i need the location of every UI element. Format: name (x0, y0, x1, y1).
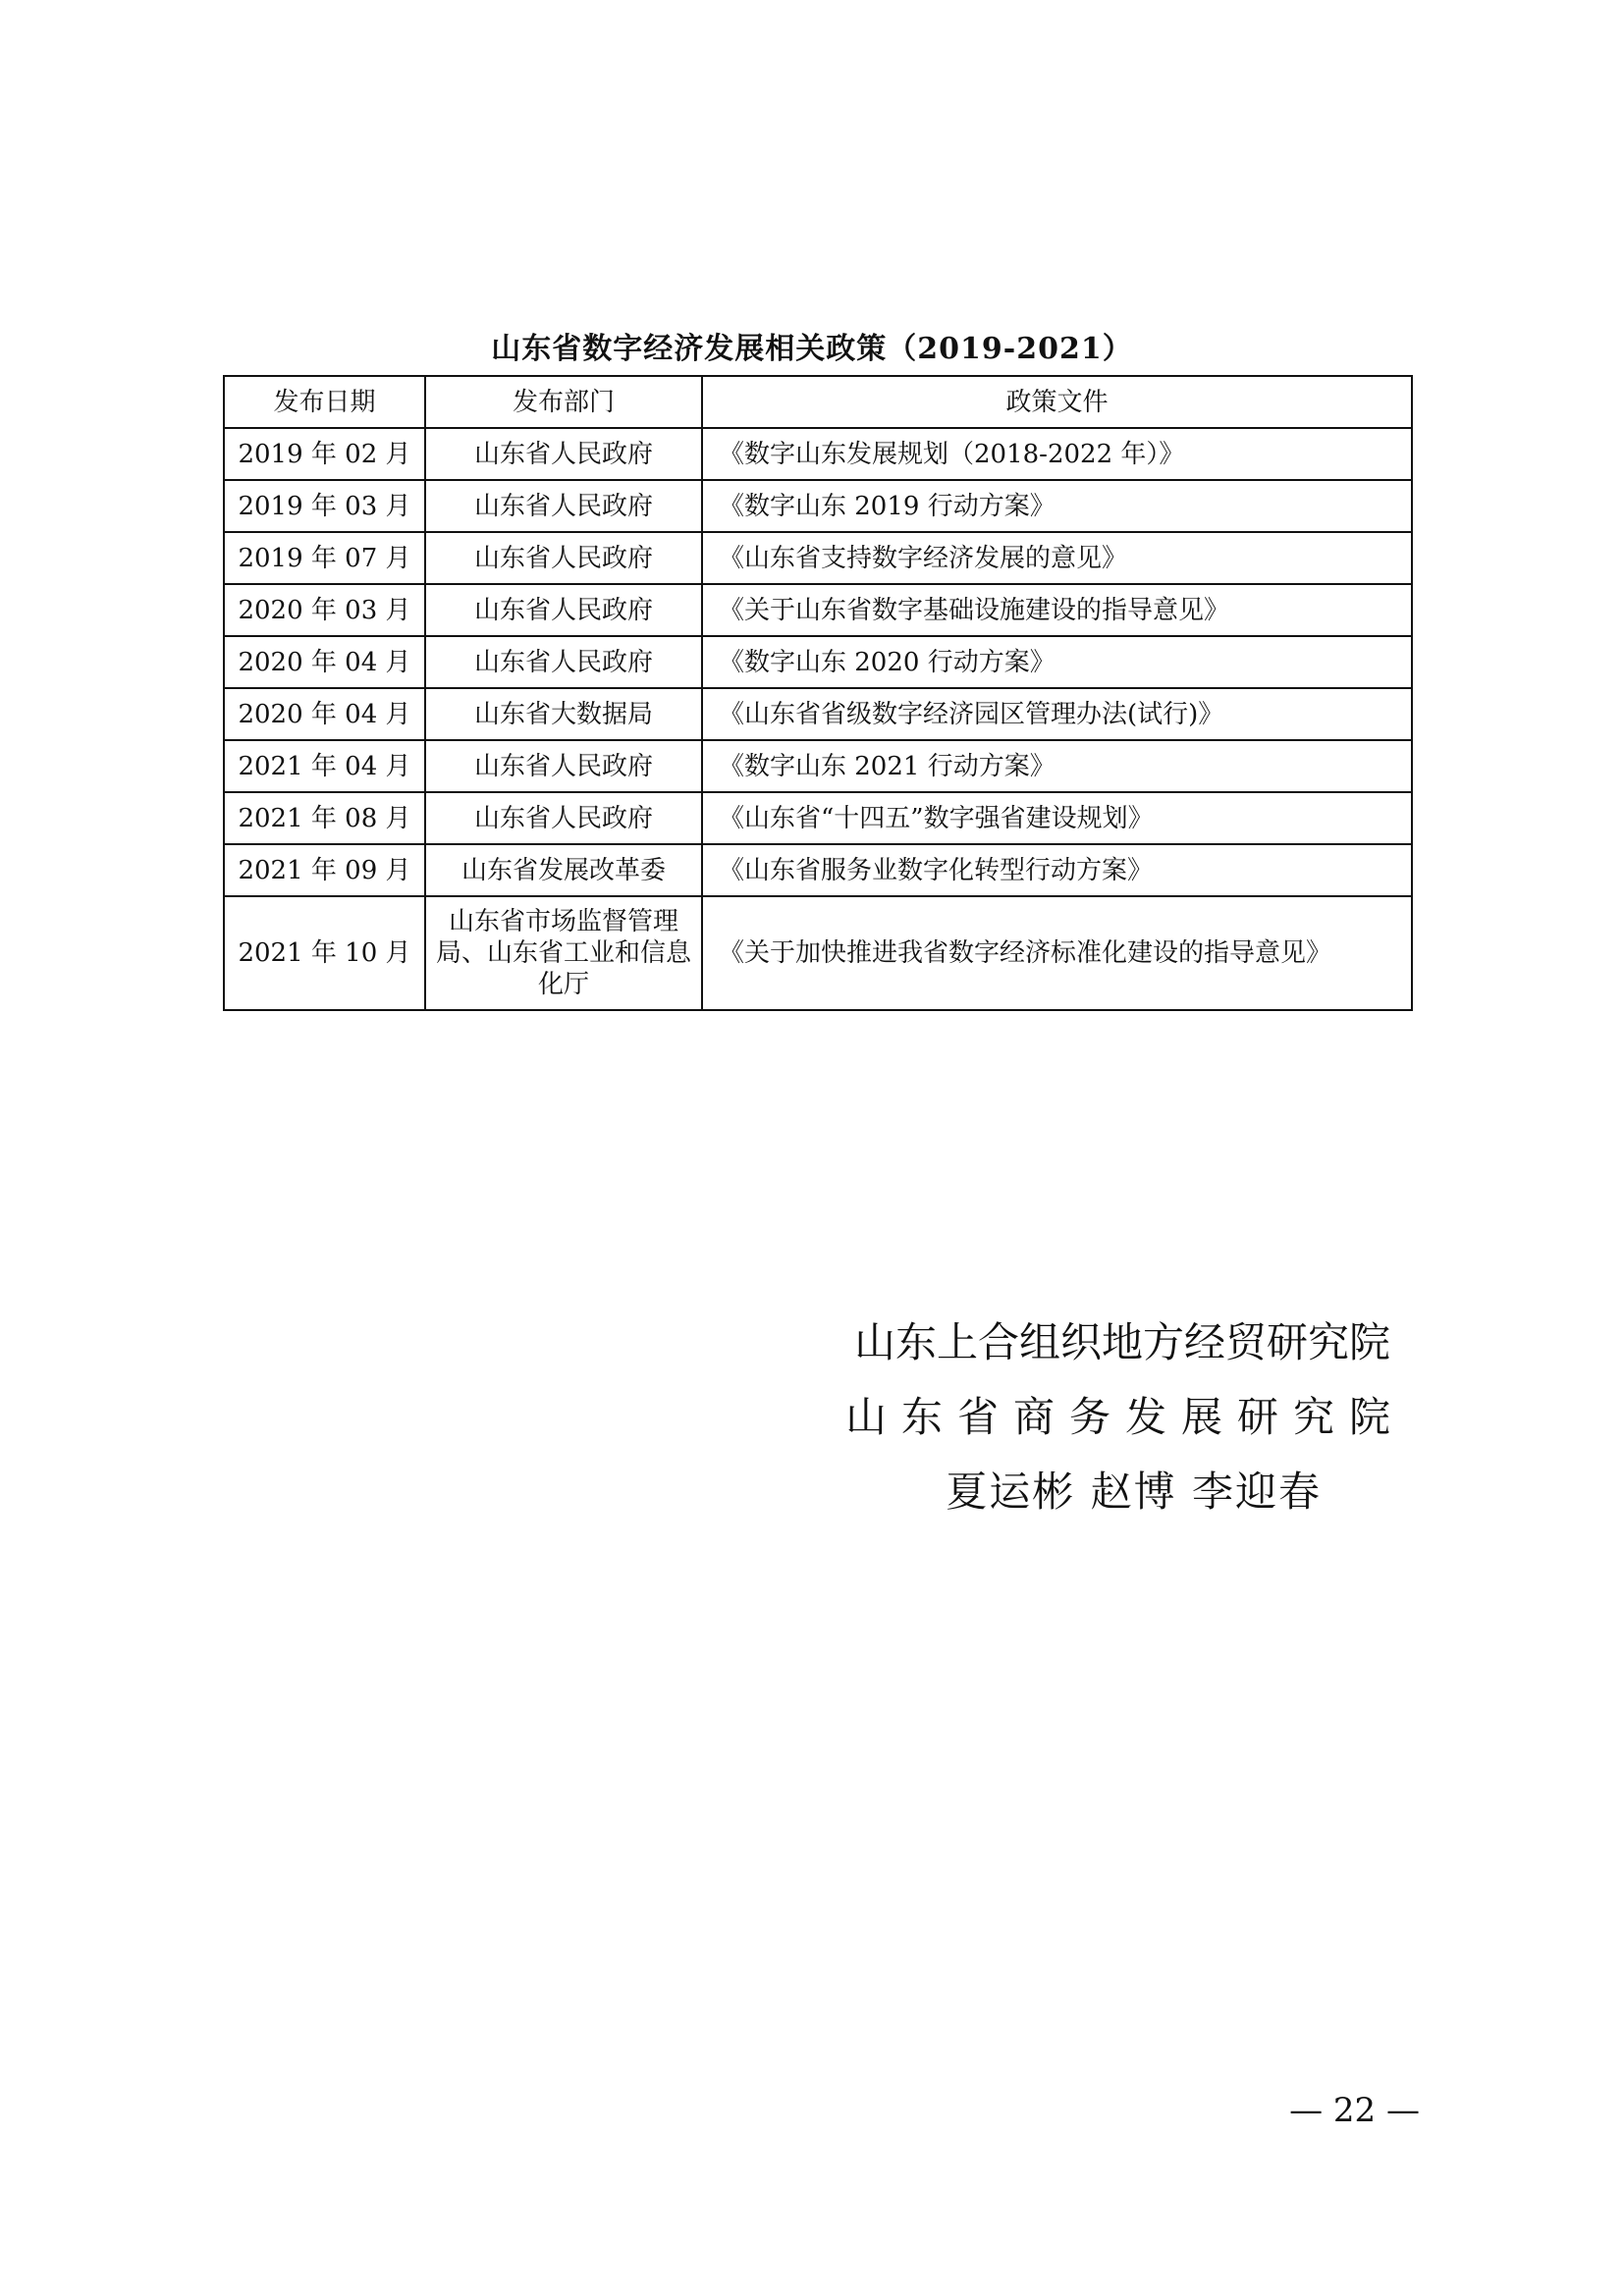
cell-document: 《山东省“十四五”数字强省建设规划》 (702, 792, 1412, 844)
table-row (224, 688, 1412, 740)
table-row (224, 792, 1412, 844)
cell-document: 《关于加快推进我省数字经济标准化建设的指导意见》 (702, 896, 1412, 1010)
cell-department: 山东省人民政府 (425, 792, 702, 844)
policy-table (223, 375, 1413, 1011)
cell-date: 2020 年 03 月 (224, 584, 425, 636)
cell-department: 山东省人民政府 (425, 532, 702, 584)
cell-document: 《关于山东省数字基础设施建设的指导意见》 (702, 584, 1412, 636)
table-title: 山东省数字经济发展相关政策（2019-2021） (491, 332, 1133, 366)
cell-department: 山东省市场监督管理局、山东省工业和信息化厅 (425, 896, 702, 1010)
cell-document: 《数字山东 2021 行动方案》 (702, 740, 1412, 792)
signature-org-2: 山东省商务发展研究院 (844, 1393, 1405, 1441)
cell-document: 《山东省省级数字经济园区管理办法(试行)》 (702, 688, 1412, 740)
cell-date: 2020 年 04 月 (224, 688, 425, 740)
table-row (224, 740, 1412, 792)
cell-department: 山东省人民政府 (425, 480, 702, 532)
table-row (224, 844, 1412, 896)
cell-document: 《数字山东 2020 行动方案》 (702, 636, 1412, 688)
table-row (224, 532, 1412, 584)
table-row (224, 636, 1412, 688)
table-row (224, 584, 1412, 636)
cell-department: 山东省大数据局 (425, 688, 702, 740)
cell-date: 2020 年 04 月 (224, 636, 425, 688)
cell-date: 2021 年 04 月 (224, 740, 425, 792)
cell-document: 《数字山东 2019 行动方案》 (702, 480, 1412, 532)
cell-document: 《山东省服务业数字化转型行动方案》 (702, 844, 1412, 896)
cell-date: 2021 年 10 月 (224, 896, 425, 1010)
table-header-row (224, 376, 1412, 428)
cell-department: 山东省人民政府 (425, 740, 702, 792)
header-document: 政策文件 (702, 376, 1412, 428)
page-number: — 22 — (1289, 2091, 1420, 2130)
cell-date: 2021 年 08 月 (224, 792, 425, 844)
table-row (224, 428, 1412, 480)
cell-date: 2019 年 03 月 (224, 480, 425, 532)
cell-document: 《山东省支持数字经济发展的意见》 (702, 532, 1412, 584)
cell-department: 山东省发展改革委 (425, 844, 702, 896)
table-row (224, 480, 1412, 532)
cell-department: 山东省人民政府 (425, 636, 702, 688)
cell-date: 2021 年 09 月 (224, 844, 425, 896)
signature-org-1: 山东上合组织地方经贸研究院 (853, 1318, 1390, 1366)
signature-authors: 夏运彬 赵博 李迎春 (946, 1468, 1322, 1516)
cell-date: 2019 年 07 月 (224, 532, 425, 584)
cell-date: 2019 年 02 月 (224, 428, 425, 480)
header-date: 发布日期 (224, 376, 425, 428)
signature-block (844, 1306, 1405, 1529)
cell-document: 《数字山东发展规划（2018-2022 年）》 (702, 428, 1412, 480)
cell-department: 山东省人民政府 (425, 584, 702, 636)
header-department: 发布部门 (425, 376, 702, 428)
cell-department: 山东省人民政府 (425, 428, 702, 480)
table-row (224, 896, 1412, 1010)
